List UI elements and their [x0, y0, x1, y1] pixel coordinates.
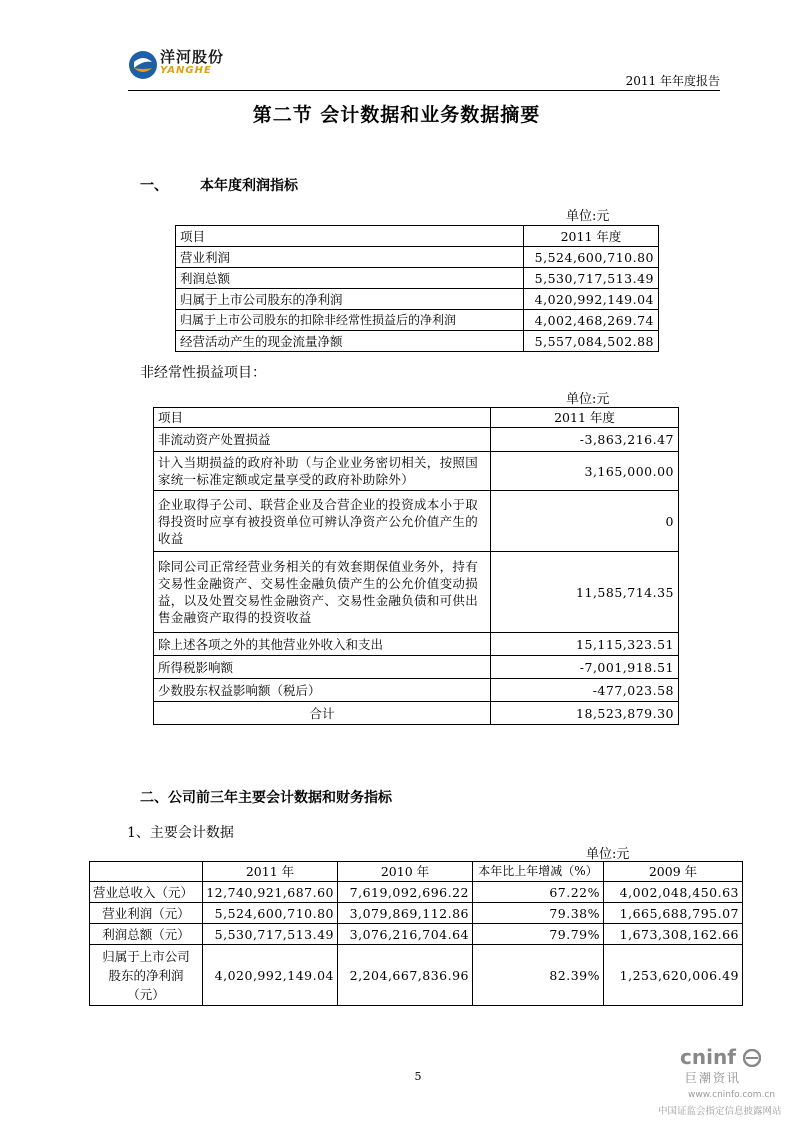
row-item: 利润总额（元）: [90, 924, 203, 945]
row-value: 4,020,992,149.04: [524, 289, 659, 310]
row-value: 3,165,000.00: [491, 452, 679, 491]
total-value: 18,523,879.30: [491, 702, 679, 725]
row-2010: 7,619,092,696.22: [338, 882, 473, 903]
row-item: 经营活动产生的现金流量净额: [176, 331, 524, 352]
row-2011: 12,740,921,687.60: [203, 882, 338, 903]
cninfo-logo: cninf: [680, 1045, 736, 1069]
table-row: [154, 656, 679, 679]
page-number: 5: [414, 1070, 422, 1083]
table-row: [176, 268, 659, 289]
row-item: 营业利润（元）: [90, 903, 203, 924]
header-blank: [90, 862, 203, 882]
row-item: 除同公司正常经营业务相关的有效套期保值业务外，持有交易性金融资产、交易性金融负债产生的公允价值变动损益，以及处置交易性金融资产、交易性金融负债和可供出售金融资产取得的投资收益: [154, 552, 491, 633]
table-row: [154, 633, 679, 656]
table-header-row: [90, 862, 743, 882]
row-value: 4,002,468,269.74: [524, 310, 659, 331]
row-2009: 1,673,308,162.66: [604, 924, 743, 945]
row-value: 5,557,084,502.88: [524, 331, 659, 352]
yanghe-logo-icon: [128, 50, 158, 80]
logo-english-name: YANGHE: [160, 65, 212, 76]
table-row: [154, 491, 679, 552]
table-header-row: [176, 226, 659, 247]
cninfo-url[interactable]: www.cninfo.com.cn: [688, 1090, 776, 1100]
part2-unit: 单位:元: [586, 847, 630, 862]
header-year: 2011 年度: [524, 226, 659, 247]
row-2009: 1,253,620,006.49: [604, 945, 743, 1006]
table-row: [176, 247, 659, 268]
row-item: 企业取得子公司、联营企业及合营企业的投资成本小于取得投资时应享有被投资单位可辨认净资产公允价值产生的收益: [154, 491, 491, 552]
row-item: 利润总额: [176, 268, 524, 289]
company-logo: [128, 46, 228, 86]
logo-chinese-name: 洋河股份: [160, 48, 225, 66]
row-item: 归属于上市公司股东的净利润: [176, 289, 524, 310]
profit-indicators-table: [175, 225, 659, 352]
nonrecurring-table: [153, 407, 679, 725]
row-2009: 4,002,048,450.63: [604, 882, 743, 903]
total-row: [154, 702, 679, 725]
row-item: 归属于上市公司股东的净利润（元）: [90, 945, 203, 1006]
row-2011: 5,530,717,513.49: [203, 924, 338, 945]
total-label: 合计: [154, 702, 491, 725]
row-2011: 5,524,600,710.80: [203, 903, 338, 924]
nonrecurring-unit: 单位:元: [566, 392, 610, 407]
header-item: 项目: [176, 226, 524, 247]
part2-subtitle: 1、主要会计数据: [127, 825, 234, 841]
row-value: -7,001,918.51: [491, 656, 679, 679]
table-row: [90, 945, 743, 1006]
cninfo-chinese: 巨潮资讯: [685, 1071, 742, 1085]
header-change: 本年比上年增减（%）: [473, 862, 604, 882]
row-change: 82.39%: [473, 945, 604, 1006]
header-2009: 2009 年: [604, 862, 743, 882]
row-2011: 4,020,992,149.04: [203, 945, 338, 1006]
row-item: 归属于上市公司股东的扣除非经常性损益后的净利润: [176, 310, 524, 331]
row-value: -3,863,216.47: [491, 428, 679, 452]
table-row: [90, 924, 743, 945]
cninfo-mark-icon: [743, 1049, 761, 1067]
row-2010: 2,204,667,836.96: [338, 945, 473, 1006]
part1-number: 一、: [140, 178, 168, 194]
row-item: 营业利润: [176, 247, 524, 268]
row-value: -477,023.58: [491, 679, 679, 702]
table-row: [154, 452, 679, 491]
header-item: 项目: [154, 408, 491, 428]
table-row: [176, 310, 659, 331]
row-change: 79.79%: [473, 924, 604, 945]
row-item: 所得税影响额: [154, 656, 491, 679]
part2-title: 二、公司前三年主要会计数据和财务指标: [140, 790, 392, 806]
table-row: [90, 882, 743, 903]
table-row: [90, 903, 743, 924]
row-value: 15,115,323.51: [491, 633, 679, 656]
header-divider: [128, 90, 720, 91]
row-value: 5,530,717,513.49: [524, 268, 659, 289]
cninfo-description: 中国证监会指定信息披露网站: [658, 1106, 782, 1117]
section-title: 第二节 会计数据和业务数据摘要: [252, 104, 541, 126]
header-2010: 2010 年: [338, 862, 473, 882]
row-item: 除上述各项之外的其他营业外收入和支出: [154, 633, 491, 656]
row-item: 非流动资产处置损益: [154, 428, 491, 452]
key-accounting-data-table: [89, 861, 743, 1006]
row-2009: 1,665,688,795.07: [604, 903, 743, 924]
row-value: 5,524,600,710.80: [524, 247, 659, 268]
header-year: 2011 年度: [491, 408, 679, 428]
part1-title: 本年度利润指标: [200, 178, 298, 194]
table-row: [154, 679, 679, 702]
row-item: 少数股东权益影响额（税后）: [154, 679, 491, 702]
row-value: 11,585,714.35: [491, 552, 679, 633]
table-row: [176, 289, 659, 310]
table-row: [154, 428, 679, 452]
row-change: 67.22%: [473, 882, 604, 903]
row-change: 79.38%: [473, 903, 604, 924]
table-header-row: [154, 408, 679, 428]
table-row: [176, 331, 659, 352]
row-item: 营业总收入（元）: [90, 882, 203, 903]
report-label: 2011 年年度报告: [625, 74, 720, 88]
part1-unit: 单位:元: [566, 209, 610, 224]
row-2010: 3,079,869,112.86: [338, 903, 473, 924]
row-item: 计入当期损益的政府补助（与企业业务密切相关，按照国家统一标准定额或定量享受的政府补助除外）: [154, 452, 491, 491]
header-2011: 2011 年: [203, 862, 338, 882]
table-row: [154, 552, 679, 633]
row-value: 0: [491, 491, 679, 552]
row-2010: 3,076,216,704.64: [338, 924, 473, 945]
nonrecurring-title: 非经常性损益项目：: [140, 365, 266, 381]
